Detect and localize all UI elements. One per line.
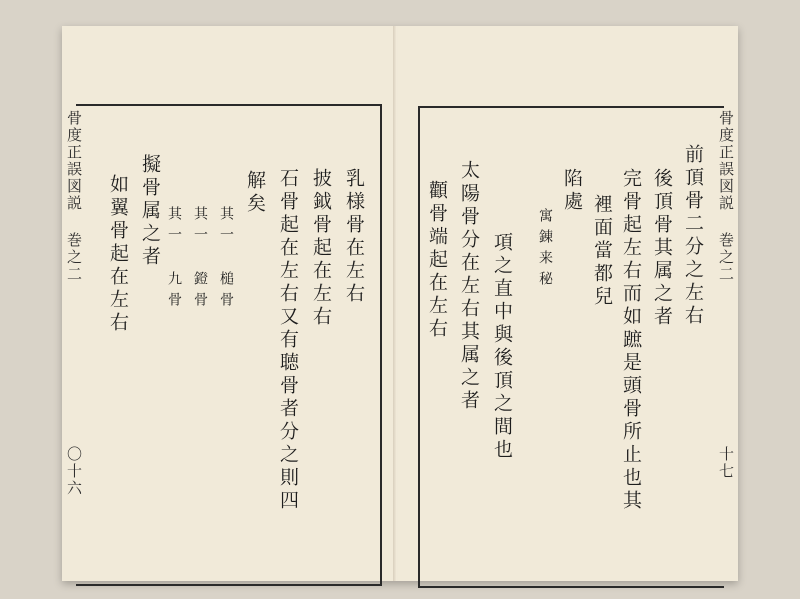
left-line-6: 其一 鐙骨: [192, 206, 208, 313]
right-line-2: 後頂骨其属之者: [651, 168, 673, 329]
left-line-2: 披鉞骨起在左右: [310, 168, 332, 329]
right-line-1: 前頂骨二分之左右: [682, 144, 704, 328]
right-page: [398, 26, 738, 581]
left-line-4: 解矣: [244, 170, 266, 216]
left-line-1: 乳様骨在左右: [343, 168, 365, 306]
right-line-8: 太陽骨分在左右其属之者: [458, 160, 480, 413]
left-line-7: 其一 九骨: [166, 206, 182, 313]
right-line-6: 寓錬来秘: [537, 208, 553, 292]
left-line-5: 其一 槌骨: [218, 206, 234, 313]
left-margin-title: 骨度正誤図説 巻之二: [65, 110, 83, 283]
open-book: [62, 26, 738, 581]
right-line-4: 裡面當都兒: [591, 194, 613, 309]
left-line-9: 如翼骨起在左右: [107, 174, 129, 335]
right-line-3: 完骨起左右而如蹠是頭骨所止也其: [620, 168, 642, 513]
left-line-8: 擬骨属之者: [139, 154, 161, 269]
left-page: [62, 26, 397, 581]
right-line-9: 顴骨端起在左右: [426, 180, 448, 341]
left-line-3: 石骨起在左右又有聴骨者分之則四: [277, 168, 299, 513]
right-margin-page-number: 十七: [717, 446, 735, 480]
right-margin-title: 骨度正誤図説 巻之二: [717, 110, 735, 283]
right-line-5: 陷處: [561, 168, 583, 214]
left-margin-page-number: 〇十六: [65, 446, 83, 497]
right-line-7: 項之直中與後頂之間也: [491, 232, 513, 462]
